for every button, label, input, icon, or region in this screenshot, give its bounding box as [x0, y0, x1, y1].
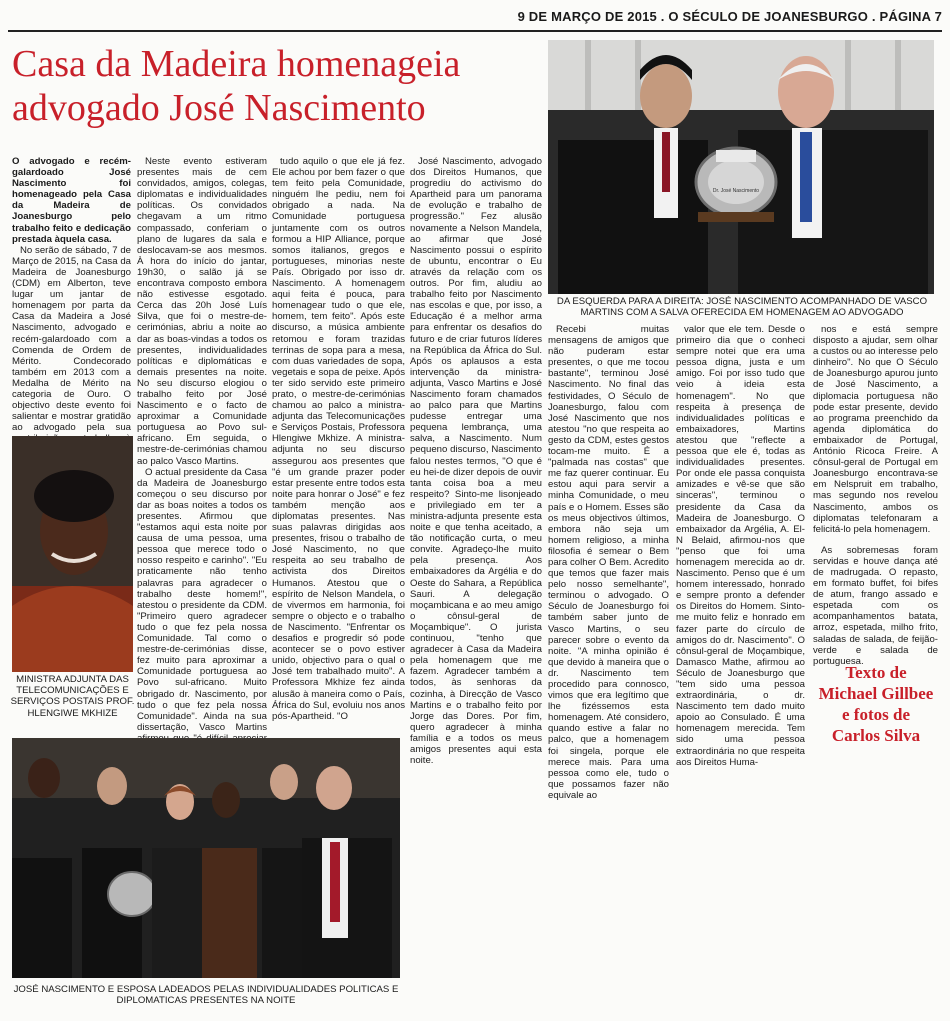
group-photo: [12, 738, 400, 978]
minister-caption: MINISTRA ADJUNTA DAS TELECOMUNICAÇÕES E SERVIÇOS POSTAIS PROF. HLENGIWE MKHIZE: [10, 674, 135, 719]
article-column-1: [12, 156, 131, 434]
article-column-2: [137, 156, 267, 750]
group-caption: JOSÉ NASCIMENTO E ESPOSA LADEADOS PELAS INDIVIDUALIDADES POLITICAS E DIPLOMATICAS PRESENTES NA NOITE: [13, 984, 399, 1007]
page-header: 9 DE MARÇO DE 2015 . O SÉCULO DE JOANESBURGO . PÁGINA 7: [8, 4, 942, 32]
award-caption: DA ESQUERDA PARA A DIREITA: JOSÉ NASCIMENTO ACOMPANHADO DE VASCO MARTINS COM A SALVA OFERECIDA EM HOMENAGEM AO ADVOGADO: [556, 296, 928, 319]
paragraph: Neste evento estiveram presentes mais de cem convidados, amigos, colegas, diplomatas e individualidades políticas. Os convidados chegavam a um ritmo compassado, conferiam o plano de lugares da sala e deslocavam-se aos mesmos. À hora do início do jantar, 19h30, o salão já se encontrava composto embora não estivesse esgotado. Cerca das 20h José Luís Silva, que foi o mestre-de-cerimónias, abriu a noite ao dar as boas-vindas a todos os presentes, individualidades políticas e diplomáticas e demais presentes na noite. No seu discurso elogiou o trabalho feito por José Nascimento e o facto de aproximar a Comunidade portuguesa ao Povo sul-africano. Em seguida, o mestre-de-cerimónias chamou ao palco Vasco Martins.: [137, 156, 267, 467]
paragraph: tudo aquilo o que ele já fez. Ele achou por bem fazer o que tem feito pela Comunidade, ninguém lhe pediu, nem foi obrigado a nada. Na Comunidade portuguesa juntamente com os outros formou a HIP Alliance, porque somos italianos, gregos e portugueses, minorias neste País. Obrigado por isso dr. Nascimento. A homenagem aqui feita é pouca, para homenagear tudo o que ele, homem, tem feito". Após este discurso, a música ambiente retomou e foram trazidas terrinas de sopa para a mesa, com duas variedades de sopa, vegetais e sopa de peixe. Após ter sido servido este primeiro prato, o mestre-de-cerimónias chamou ao palco a ministra-adjunta das Telecomunicações e Serviços Postais, Professora Hlengiwe Mkhize. A ministra-adjunta no seu discurso assegurou aos presentes que "é um grande prazer poder estar presente entre todos esta noite para honrar o José" e fez também menção aos diplomatas presentes. Nas suas palavras dirigidas aos presentes, frisou o trabalho de José Nascimento, no que respeita ao seu trabalho de activista dos Direitos Humanos. Atestou que o espírito de Nelson Mandela, o de vivermos em harmonia, foi sempre o objecto e o trabalho de Nascimento. "Enfrentar os desafios e progredir só pode acontecer se o povo estiver unido, objectivo para o qual o José tem trabalhado muito". A Professora Mkhize fez ainda alusão à maneira como o País, África do Sul, evoluiu nos anos pós-Apartheid. "O: [272, 156, 405, 722]
headline: Casa da Madeira homenageia advogado José Nascimento: [12, 43, 461, 129]
article-column-4: [410, 156, 542, 767]
paragraph: José Nascimento, advogado dos Direitos Humanos, que progrediu do activismo do Apartheid para um panorama de evolução e trabalho de progressão." Fez alusão novamente a Nelson Mandela, ao afirmar que José Nascimento possui o espírito de ubuntu, encontrar o Eu através da relação com os outros. Por fim, aludiu ao trabalho feito por Nascimento nas escolas e que, por isso, a Educação é a melhor arma para enfrentar os desafios do futuro e de criar futuros líderes na República da África do Sul. Após os aplausos a esta intervenção da ministra-adjunta, Vasco Martins e José Nascimento foram chamados ao palco para que Martins pudesse entregar uma pequena lembrança, uma salva, a Nascimento. Num pequeno discurso, Nascimento falou nestes termos, "O que é eu hei-de dizer depois de ouvir tanta coisa boa a meu respeito? Sinto-me lisonjeado e privilegiado em ter a ministra-adjunta presente esta noite e que tenha aceitado, a tão notificação curta, o meu convite. Agradeço-lhe muito pela presença. Aos embaixadores da Argélia e do Oeste do Sahara, a República Sauri. A delegação moçambicana e ao meu amigo o cônsul-geral de Moçambique". O jurista continuou, "tenho que agradecer à Casa da Madeira pela homenagem que me fazem. Agradecer também a todos, às senhoras da cozinha, à Direcção de Vasco Martins e o trabalho feito por Jorge das Dores. Por fim, quero agradecer à minha família e a todos os meus amigos presentes aqui esta noite.: [410, 156, 542, 767]
article-column-6: [676, 324, 805, 768]
paragraph: Recebi muitas mensagens de amigos que não puderam estar presentes, o que me tocou bastante", terminou José Nascimento. No final das festividades, O Século de Joanesburgo, falou com José Nascimento que nos atestou "no que respeita ao gesto da CDM, estes gestos tocam-me muito. É a "palmada nas costas" que me faz querer continuar. Eu estou aqui para servir a minha Comunidade, o meu país e o Homem. Esses são os meus objectivos últimos, embora não seja um homem religioso, a minha filosofia é semear o Bem para colher O Bem. Acredito que temos que fazer mais pelo nosso semelhante", terminou o advogado. O Século de Joanesburgo foi também saber junto de Vasco Martins, o seu parecer sobre o evento da noite. "A minha opinião é que devido à maneira que o dr. Nascimento tem procedido para connosco, vimos que era legítimo que lhe fizéssemos esta homenagem. Até considero, quando estive a falar no palco, que a homenagem foi singela, porque ele merece mais. Para uma pessoa como ele, tudo o que possamos fazer não equivale ao: [548, 324, 669, 801]
award-photo: [548, 40, 934, 294]
byline-credit: Texto de Michael Gillbee e fotos de Carlos Silva: [818, 663, 934, 745]
minister-photo: [12, 436, 133, 672]
paragraph: No serão de sábado, 7 de Março de 2015, na Casa da Madeira de Joanesburgo (CDM) em Alberton, teve lugar um jantar de homenagem por parta da Casa da Madeira a José Nascimento, advogado e recém-galardoado com a Comenda de Ordem de Mérito. Condecorado também em 2013 com a Medalha de Mérito na categoria de Ouro. O objectivo deste evento foi salientar e mostrar gratidão ao advogado pela sua: [12, 244, 131, 434]
paragraph: valor que ele tem. Desde o primeiro dia que o conheci sempre notei que era uma pessoa digna, justa e um amigo. Foi por isso tudo que veio à ideia esta homenagem". No que respeita à presença de individualidades políticas e embaixadores, Martins atestou que "reflecte a pessoa que ele é, todas as individualidades presentes. Por onde ele passa conquista amizades e vê-se que são sinceras", terminou o presidente da Casa da Madeira de Joanesburgo. O embaixador da Argélia, A. El-N Belaid, afirmou-nos que "penso que foi uma homenagem merecida ao dr. Nascimento. Penso que é um homem interessado, honrado e sempre pronto a defender os Direitos do Homem. Sinto-me muito feliz e honrado em fazer parte do círculo de amigos do dr. Nascimento". O cônsul-geral de Moçambique, Damasco Mathe, afirmou ao Século de Joanesburgo que "tem sido uma pessoa extraordinária, o dr. Nascimento tem dado muito apoio ao Consulado. É uma homenagem merecida. Tem sido uma pessoa extraordinária no que respeita aos Direitos Huma-: [676, 324, 805, 768]
paragraph: O actual presidente da Casa da Madeira de Joanesburgo começou o seu discurso por dar as boas noites a todos os presentes. Afirmou que "estamos aqui esta noite por causa de uma pessoa, uma pessoa que merece todo o nosso respeito e carinho". "Eu praticamente não tenho palavras para agradecer o trabalho deste homem!", atestou o presidente da CDM. "Primeiro quero agradecer tudo o que fez pela nossa Comunidade. Tal como o mestre-de-cerimónias disse, fez muito para aproximar a Comunidade portuguesa ao Povo sul-africano. Muito obrigado dr. Nascimento, por tudo o que fez pela nossa Comunidade". Ainda na sua dissertação, Vasco Martins: [137, 466, 267, 733]
article-column-5: [548, 324, 669, 801]
plaque-text: Dr. José Nascimento: [712, 188, 760, 194]
article-column-7: [813, 324, 938, 667]
article-lead: O advogado e recém-galardoado José Nascimento foi homenageado pela Casa da Madeira de Joanesburgo pelo trabalho feito e dedicação prestada àquela casa.: [12, 156, 131, 245]
paragraph: As sobremesas foram servidas e houve dança até de madrugada. O repasto, em formato buffet, foi bifes de atum, frango assado e espetada com os acompanhamentos batata, arroz, espetada, milho frito, saladas de salada, de feijão-verde e salada de portuguesa.: [813, 544, 938, 667]
article-column-3: [272, 156, 405, 750]
paragraph: nos e está sempre disposto a ajudar, sem olhar a custos ou ao interesse pelo dinheiro". No que O Século de Joanesburgo apurou junto de José Nascimento, a diplomacia portuguesa não pode estar presente, devido ao programa preenchido da agenda diplomática do embaixador de Portugal, António Ricoca Freire. A cônsul-geral de Portugal em Joanesburgo encontrava-se em Nelspruit em trabalho, mas segundo nos revelou Nascimento, ambos os diplomatas telefonaram a felicitá-lo pela homenagem.: [813, 324, 938, 535]
